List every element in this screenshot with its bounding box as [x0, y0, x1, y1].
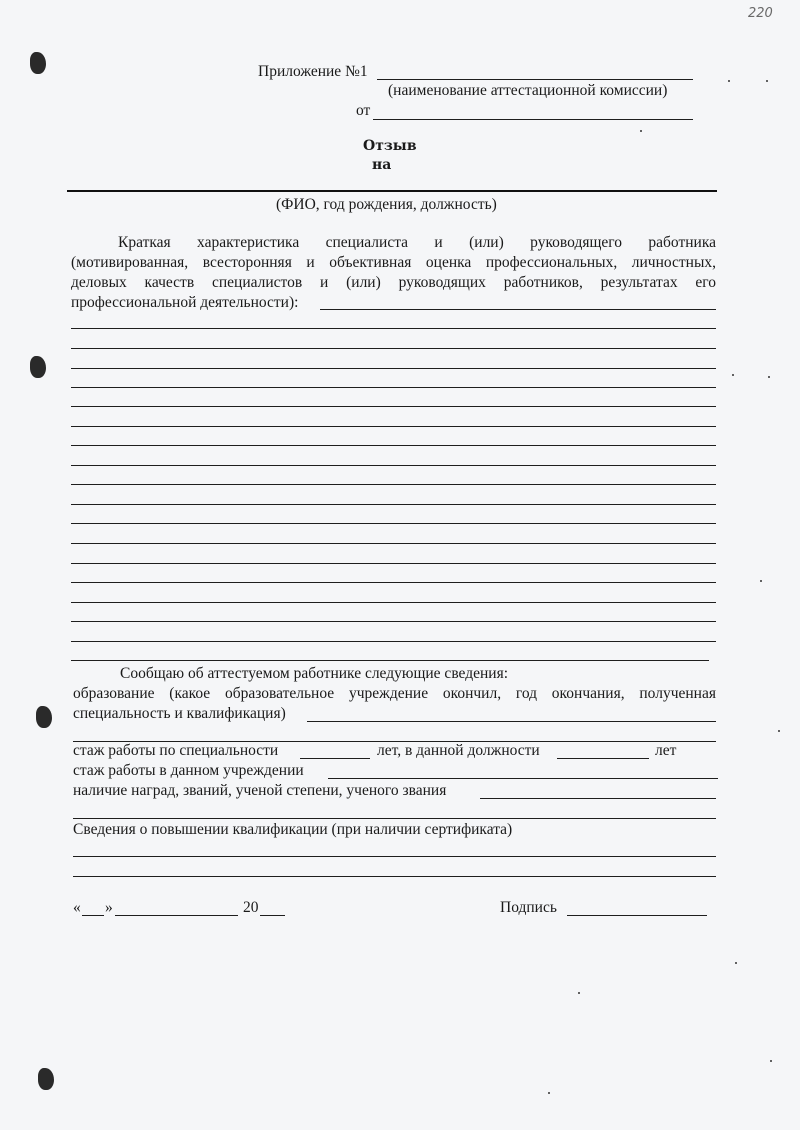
years-in-position-label: лет, в данной должности: [377, 742, 540, 759]
qualification-label: Сведения о повышении квалификации (при наличии сертификата): [73, 821, 513, 838]
speck: [770, 1060, 772, 1062]
qualification-line-2: [73, 876, 716, 877]
characteristic-line-3: деловых качеств специалистов и (или) руководящих работников, результатах его: [71, 274, 716, 291]
page-number: 220: [748, 6, 773, 21]
blank-line: [71, 621, 716, 622]
blank-line: [71, 523, 716, 524]
experience-institution-label: стаж работы в данном учреждении: [73, 762, 304, 779]
commission-caption: (наименование аттестационной комиссии): [388, 82, 668, 99]
blank-line: [71, 641, 716, 642]
speck: [578, 992, 580, 994]
education-fill-line: [307, 721, 716, 722]
info-intro: Сообщаю об аттестуемом работнике следующие сведения:: [120, 665, 509, 682]
experience-institution-blank: [328, 778, 718, 779]
speck: [640, 130, 642, 132]
fio-line: [67, 190, 717, 192]
appendix-label: Приложение №1: [258, 63, 368, 80]
speck: [735, 962, 737, 964]
blank-line: [71, 328, 716, 329]
commission-name-line: [377, 79, 693, 80]
document-title-na: на: [372, 157, 392, 173]
blank-line: [71, 602, 716, 603]
speck: [768, 376, 770, 378]
date-day-blank: [82, 915, 104, 916]
years-label: лет: [655, 742, 677, 759]
speck: [732, 374, 734, 376]
speck: [778, 730, 780, 732]
blank-line: [71, 465, 716, 466]
education-line-2: специальность и квалификация): [73, 705, 286, 722]
blank-line: [71, 348, 716, 349]
awards-label: наличие наград, званий, ученой степени, ученого звания: [73, 782, 447, 799]
awards-blank: [480, 798, 716, 799]
education-line-1: образование (какое образовательное учреждение окончил, год окончания, полученная: [73, 685, 716, 702]
date-month-blank: [115, 915, 238, 916]
blank-line: [71, 445, 716, 446]
characteristic-fill-line: [320, 309, 716, 310]
blank-line: [71, 504, 716, 505]
blank-line: [71, 563, 716, 564]
blank-line: [71, 406, 716, 407]
speck: [548, 1092, 550, 1094]
punch-hole-2: [30, 356, 46, 378]
experience-specialty-blank: [300, 758, 370, 759]
years-in-position-blank: [557, 758, 649, 759]
experience-specialty-label: стаж работы по специальности: [73, 742, 279, 759]
awards-extra-line: [73, 818, 716, 819]
speck: [766, 80, 768, 82]
blank-line: [71, 543, 716, 544]
speck: [728, 80, 730, 82]
date-open-quote: «: [73, 899, 81, 916]
blank-line: [71, 484, 716, 485]
punch-hole-3: [36, 706, 52, 728]
blank-line: [71, 582, 716, 583]
from-date-line: [373, 119, 693, 120]
fio-caption: (ФИО, год рождения, должность): [276, 196, 497, 213]
document-title: Отзыв: [363, 138, 417, 154]
punch-hole-1: [30, 52, 46, 74]
characteristic-line-2: (мотивированная, всесторонняя и объективная оценка профессиональных, личностных,: [71, 254, 716, 271]
from-label: от: [356, 102, 371, 119]
characteristic-line-1: Краткая характеристика специалиста и (или) руководящего работника: [118, 234, 716, 251]
blank-line: [71, 660, 709, 661]
date-close-quote: »: [105, 899, 113, 916]
punch-hole-4: [38, 1068, 54, 1090]
qualification-line-1: [73, 856, 716, 857]
blank-line: [71, 426, 716, 427]
characteristic-line-4: профессиональной деятельности):: [71, 294, 299, 311]
signature-line: [567, 915, 707, 916]
date-year-prefix: 20: [243, 899, 259, 916]
blank-line: [71, 368, 716, 369]
blank-line: [71, 387, 716, 388]
signature-label: Подпись: [500, 899, 557, 916]
date-year-blank: [260, 915, 285, 916]
speck: [760, 580, 762, 582]
